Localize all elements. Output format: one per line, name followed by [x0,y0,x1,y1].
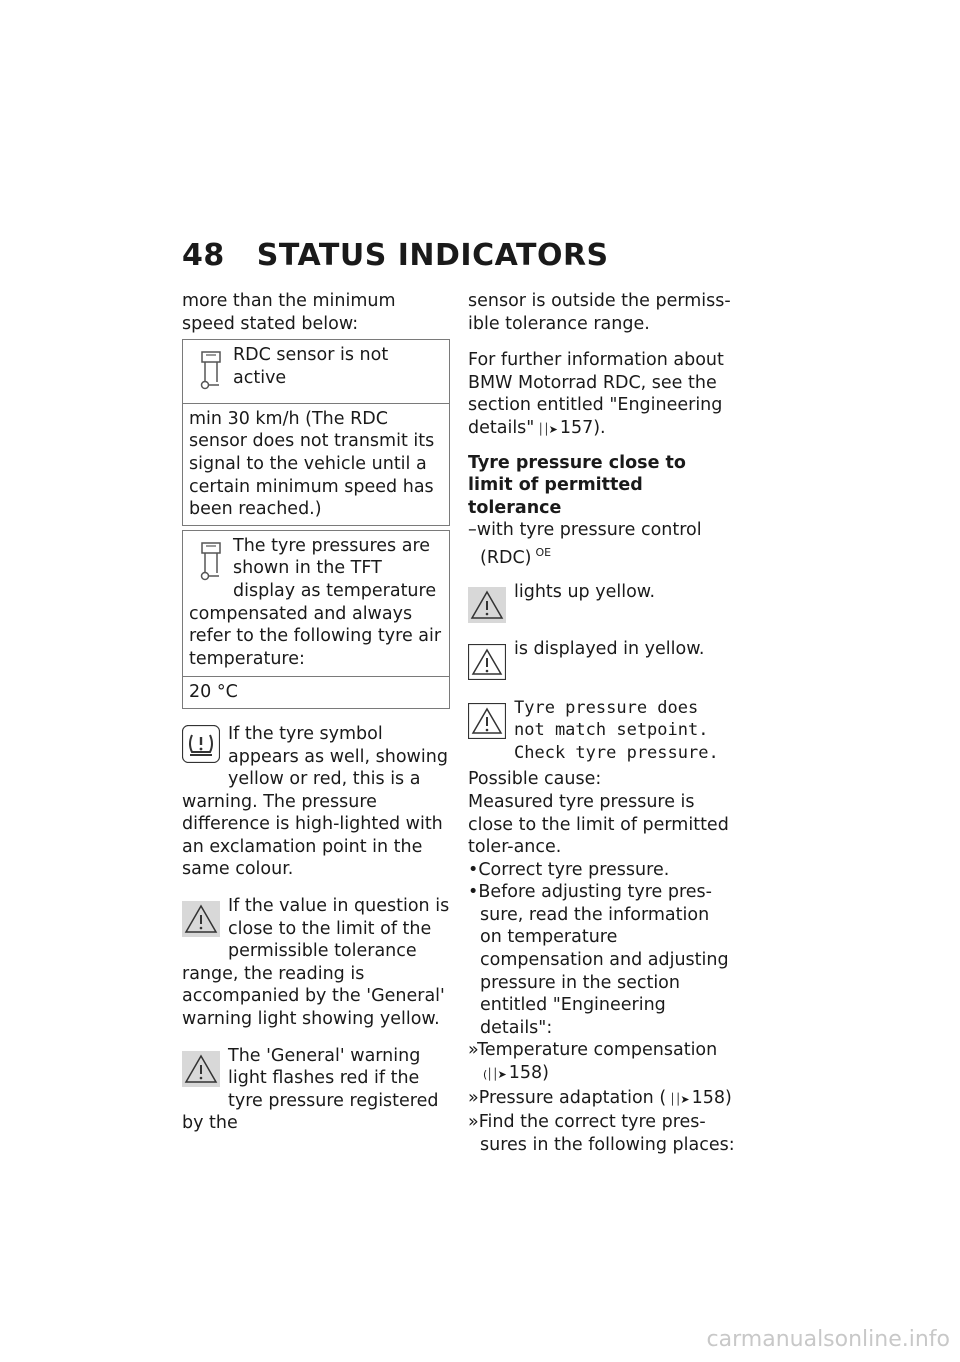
page-header [182,238,609,273]
list-item[interactable]: »Temperature compensation (││➤ 158) [468,1040,718,1084]
general-warning-icon [182,901,220,944]
temperature-value-row: 20 °C [183,676,449,708]
rdc-inactive-box [182,339,450,526]
condition-text: with tyre pressure control (RDC) [476,520,702,568]
rdc-sensor-icon [199,350,225,397]
general-red-paragraph [182,1045,450,1135]
temperature-box [182,530,450,709]
min-speed-row: min 30 km/h (The RDC sensor does not transmit its signal to the vehicle until a certain minimum speed has been reached.) [183,403,449,525]
action-bullet-list [468,859,736,1040]
page-reference-arrow-icon: ││➤ [669,1092,689,1106]
rdc-sensor-icon [199,541,225,588]
further-info-text: For further information about BMW Motorrad RDC, see the section entitled "Engineering details" [468,350,724,438]
lights-up-row [468,581,736,630]
right-column [468,290,736,1156]
list-item[interactable]: »Pressure adaptation ( ││➤ 158) [468,1087,732,1108]
page-title: STATUS INDICATORS [256,238,609,273]
further-info-paragraph [468,349,736,441]
display-message-line-2: not match setpoint. [514,720,709,741]
lights-up-text: lights up yellow. [514,582,656,603]
list-item: »Find the correct tyre pres-sures in the following places: [468,1112,735,1155]
tyre-warning-paragraph [182,723,450,881]
page-number: 48 [182,238,225,273]
general-warning-icon [468,587,506,630]
general-yellow-text: If the value in question is close to the limit of the permissible tolerance range, the reading is accompanied by the 'General' warning light showing yellow. [182,896,450,1030]
page-reference-arrow-icon: (││➤ [483,1068,506,1082]
option-superscript: OE [535,545,552,559]
general-red-text: The 'General' warning light flashes red if the tyre pressure registered by the [182,1045,439,1134]
temperature-text: The tyre pressures are shown in the TFT display as temperature compensated and always refer to the following tyre air temperature: [189,535,442,669]
general-warning-display-icon [468,644,506,687]
intro-text: more than the minimum speed stated below: [182,291,396,334]
general-warning-display-icon [468,703,506,746]
condition-line: –with tyre pressure control (RDC) $^{OE}$ [468,520,702,568]
general-warning-icon [182,1051,220,1094]
possible-cause-text: Measured tyre pressure is close to the limit of permitted toler-ance. [468,791,729,858]
display-message-row [468,697,736,765]
section-heading: Tyre pressure close to limit of permitted tolerance [468,452,686,518]
reference-list [468,1039,736,1156]
left-column [182,290,450,1135]
further-info-ref[interactable]: 157). [559,417,606,438]
list-item: •Before adjusting tyre pres-sure, read the information on temperature compensation and adjusting pressure in the section entitled "Engineering details": [468,882,729,1038]
list-item: •Correct tyre pressure. [468,859,670,880]
is-displayed-text: is displayed in yellow. [514,638,705,659]
page-reference-arrow-icon: ││➤ [537,422,557,436]
general-yellow-paragraph [182,895,450,1031]
display-message-line-1: Tyre pressure does [514,697,699,718]
tyre-warning-text: If the tyre symbol appears as well, showing yellow or red, this is a warning. The pressure difference is high-lighted with an exclamation point in the same colour. [182,723,448,880]
possible-cause-label: Possible cause: [468,769,602,790]
continuation-text: sensor is outside the permiss-ible tolerance range. [468,291,731,334]
watermark: carmanualsonline.info [706,1327,950,1352]
display-message-line-3: Check tyre pressure. [514,742,719,763]
tyre-pressure-warning-icon [182,725,220,770]
rdc-inactive-text: RDC sensor is not active [233,345,389,388]
is-displayed-row [468,638,736,687]
